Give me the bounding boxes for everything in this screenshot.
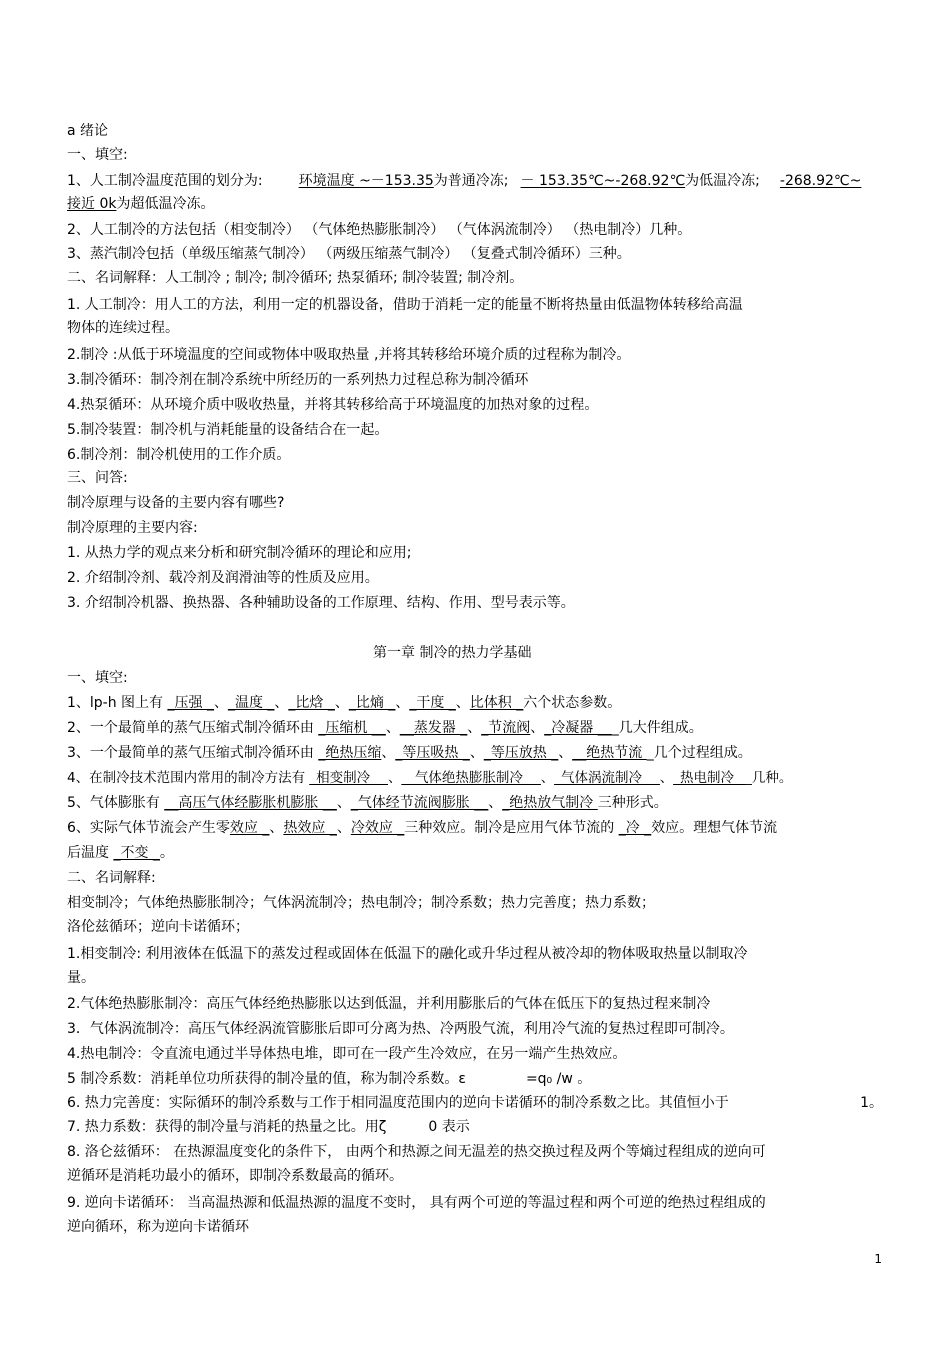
answer-blank: _气体涡流制冷 __ [554,770,660,786]
ch1-fill-q1: 1、lp-h 图上有 _压强 _、_温度 _、_比焓 _、_比熵 _、_干度 _、比体积 _六个状态参数。 [67,695,622,711]
answer-blank: _等压放热 _ [483,745,559,761]
intro-fill-q2: 2、人工制冷的方法包括（相变制冷） （气体绝热膨胀制冷） （气体涡流制冷） （热电制冷）几种。 [67,222,692,238]
answer-blank: _比熵 _ [348,695,396,711]
answer-blank: __高压气体经膨胀机膨胀 __ [164,795,337,811]
answer-blank: _等压吸热 _ [395,745,470,761]
ch1-terms-line-2: 洛伦兹循环；逆向卡诺循环； [67,919,249,935]
intro-def-3: 3.制冷循环：制冷剂在制冷系统中所经历的一系列热力过程总称为制冷循环 [67,372,529,388]
intro-def-1a: 1. 人工制冷：用人工的方法，利用一定的机器设备，借助于消耗一定的能量不断将热量由低温物体转移给高温 [67,297,743,313]
intro-def-4: 4.热泵循环：从环境介质中吸收热量，并将其转移给高于环境温度的加热对象的过程。 [67,397,599,413]
answer-blank: -268.92℃~ [779,173,862,189]
ch1-def-4: 4.热电制冷：令直流电通过半导体热电堆，即可在一段产生冷效应，在另一端产生热效应。 [67,1046,627,1062]
ch1-def-9b: 逆向循环，称为逆向卡诺循环 [67,1219,249,1235]
ch1-def-1b: 量。 [67,970,95,986]
answer-blank: _冷 _ [618,820,652,836]
intro-fill-heading: 一、填空: [67,147,128,163]
answer-blank: 比体积 _ [469,695,524,711]
answer-blank: 环境温度 ~－153.35 [298,173,434,189]
answer-blank: _绝热放气制冷 [502,795,598,811]
answer-blank: __蒸发器 _ [399,720,468,736]
intro-terms-heading: 二、名词解释：人工制冷 ; 制冷; 制冷循环; 热泵循环; 制冷装置; 制冷剂。 [67,270,524,286]
answer-blank: _不变 _ [113,845,160,861]
answer-blank: _节流阀 [481,720,531,736]
answer-blank: _压缩机 __ [318,720,386,736]
intro-fill-q3: 3、蒸汽制冷包括（单级压缩蒸气制冷） （两级压缩蒸气制冷） （复叠式制冷循环）三种。 [67,246,631,262]
ch1-def-3: 3．气体涡流制冷：高压气体经涡流管膨胀后即可分离为热、冷两股气流，利用冷气流的复热过程即可制冷。 [67,1021,734,1037]
answer-blank: _气体经节流阀膨胀 __ [350,795,489,811]
ch1-def-7: 7. 热力系数：获得的制冷量与消耗的热量之比。用ζ 0 表示 [67,1119,470,1135]
intro-qa-heading: 三、问答: [67,470,128,486]
ch1-terms-line-1: 相变制冷；气体绝热膨胀制冷；气体涡流制冷；热电制冷；制冷系数；热力完善度；热力系数； [67,895,655,911]
ch1-def-1a: 1.相变制冷: 利用液体在低温下的蒸发过程或固体在低温下的融化或升华过程从被冷却的物体吸取热量以制取冷 [67,946,748,962]
answer-blank: 冷效应 _ [350,820,405,836]
intro-qa-item-1: 1. 从热力学的观点来分析和研究制冷循环的理论和应用; [67,545,412,561]
answer-blank: _相变制冷 __ [309,770,388,786]
answer-blank: － 153.35℃~-268.92℃ [520,173,686,189]
ch1-def-6: 6. 热力完善度：实际循环的制冷系数与工作于相同温度范围内的逆向卡诺循环的制冷系数之比。其值恒小于 1。 [67,1095,883,1111]
intro-fill-q1-cont: 接近 0k为超低温冷冻。 [67,196,215,212]
ch1-fill-q3: 3、一个最简单的蒸气压缩式制冷循环由 _绝热压缩、_等压吸热 _、_等压放热 _、__绝热节流 _几个过程组成。 [67,745,752,761]
answer-blank: 效应 _ [229,820,270,836]
answer-blank: _干度 _ [409,695,456,711]
ch1-fill-q6: 6、实际气体节流会产生零效应 _、热效应 _、冷效应 _三种效应。制冷是应用气体节流的 _冷 _效应。理想气体节流 [67,820,778,836]
ch1-def-5: 5 制冷系数：消耗单位功所获得的制冷量的值，称为制冷系数。ε =q₀ /w 。 [67,1071,592,1087]
ch1-def-8b: 逆循环是消耗功最小的循环，即制冷系数最高的循环。 [67,1168,403,1184]
answer-blank: _冷凝器 __ [544,720,612,736]
answer-blank: __绝热节流 [572,745,647,761]
answer-blank: _比焓 _ [288,695,335,711]
ch1-fill-q5: 5、气体膨胀有 __高压气体经膨胀机膨胀 __、_气体经节流阀膨胀 __、_绝热放气制冷 三种形式。 [67,795,668,811]
intro-heading: a 绪论 [67,123,109,139]
answer-blank: 接近 0k [67,196,117,212]
answer-blank: _绝热压缩 [318,745,382,761]
ch1-terms-heading: 二、名词解释: [67,870,156,886]
answer-blank: 热效应 _ [283,820,337,836]
intro-def-1b: 物体的连续过程。 [67,320,179,336]
ch1-fill-heading: 一、填空: [67,670,128,686]
answer-blank: _压强 _ [167,695,214,711]
page-number: 1 [874,1252,882,1266]
intro-fill-q1: 1、人工制冷温度范围的划分为: 环境温度 ~－153.35为普通冷冻; － 153.35℃~-268.92℃为低温冷冻; -268.92℃~ [67,173,862,189]
ch1-def-2: 2.气体绝热膨胀制冷：高压气体经绝热膨胀以达到低温，并利用膨胀后的气体在低压下的复热过程来制冷 [67,996,711,1012]
intro-qa-item-3: 3. 介绍制冷机器、换热器、各种辅助设备的工作原理、结构、作用、型号表示等。 [67,595,575,611]
intro-qa-question: 制冷原理与设备的主要内容有哪些? [67,495,285,511]
ch1-def-9a: 9. 逆向卡诺循环： 当高温热源和低温热源的温度不变时， 具有两个可逆的等温过程和两个可逆的绝热过程组成的 [67,1195,766,1211]
chapter-title: 第一章 制冷的热力学基础 [373,645,532,661]
intro-def-6: 6.制冷剂：制冷机使用的工作介质。 [67,447,291,463]
answer-blank: _温度 _ [227,695,275,711]
intro-def-2: 2.制冷 :从低于环境温度的空间或物体中吸取热量 ,并将其转移给环境介质的过程称为制冷。 [67,347,631,363]
ch1-fill-q4: 4、在制冷技术范围内常用的制冷方法有 _相变制冷 __、__气体绝热膨胀制冷 __、_气体涡流制冷 __、_热电制冷 __几种。 [67,770,793,786]
intro-qa-item-2: 2. 介绍制冷剂、载冷剂及润滑油等的性质及应用。 [67,570,379,586]
ch1-fill-q6-cont: 后温度 _不变 _。 [67,845,174,861]
ch1-fill-q2: 2、一个最简单的蒸气压缩式制冷循环由 _压缩机 __、__蒸发器 _、_节流阀、_冷凝器 ___几大件组成。 [67,720,703,736]
intro-qa-answer: 制冷原理的主要内容: [67,520,198,536]
answer-blank: _热电制冷 _ [673,770,746,786]
intro-def-5: 5.制冷装置：制冷机与消耗能量的设备结合在一起。 [67,422,389,438]
answer-blank: __气体绝热膨胀制冷 __ [401,770,541,786]
ch1-def-8a: 8. 洛仑兹循环： 在热源温度变化的条件下， 由两个和热源之间无温差的热交换过程及两个等熵过程组成的逆向可 [67,1144,766,1160]
